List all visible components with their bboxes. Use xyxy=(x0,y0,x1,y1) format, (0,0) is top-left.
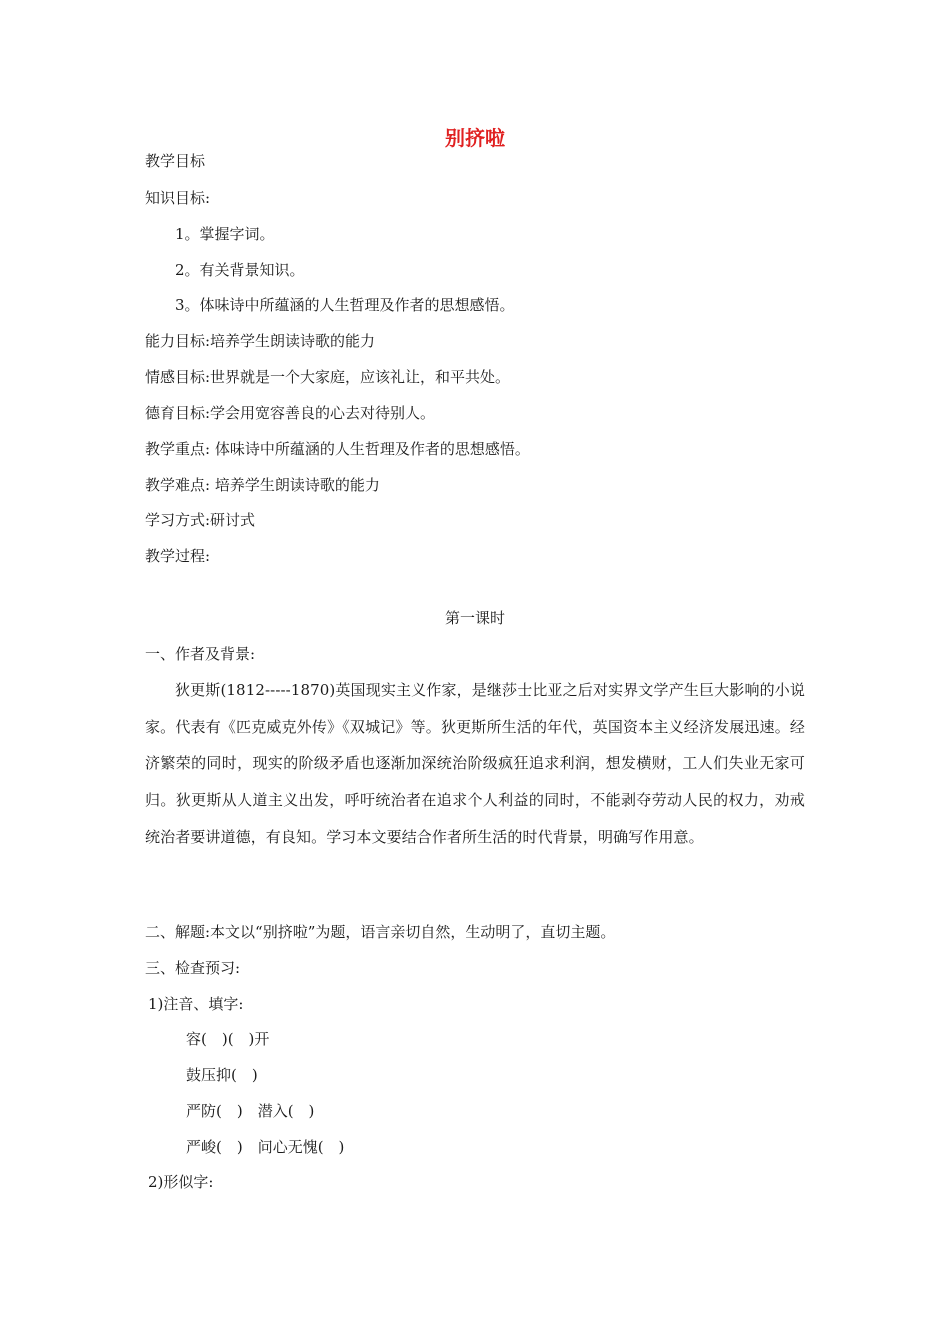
exercise-item-3: 严防( ) 潜入( ) xyxy=(186,1102,315,1120)
learning-method: 学习方式:研讨式 xyxy=(145,511,256,529)
emotion-objective: 情感目标:世界就是一个大家庭，应该礼让，和平共处。 xyxy=(145,368,511,386)
exercise-item-4: 严峻( ) 问心无愧( ) xyxy=(186,1138,345,1156)
teaching-process: 教学过程: xyxy=(145,547,211,565)
knowledge-item-2: 2。有关背景知识。 xyxy=(175,261,305,279)
difficulty: 教学难点: 培养学生朗读诗歌的能力 xyxy=(145,476,380,494)
section1-heading: 一、作者及背景: xyxy=(145,645,256,663)
exercise-item-2: 鼓压抑( ) xyxy=(186,1066,258,1084)
section3-heading: 三、检查预习: xyxy=(145,959,241,977)
sub2-heading: 2)形似字: xyxy=(148,1173,214,1191)
key-point: 教学重点: 体味诗中所蕴涵的人生哲理及作者的思想感悟。 xyxy=(145,440,530,458)
section1-paragraph: 狄更斯(1812-----1870)英国现实主义作家，是继莎士比亚之后对实界文学产生巨大影响的小说家。代表有《匹克威克外传》《双城记》等。狄更斯所生活的年代，英国资本主义经济发展迅速。经济繁荣的同时，现实的阶级矛盾也逐渐加深统治阶级疯狂追求利润，想发横财，工人们失业无家可归。狄更斯从人道主义出发，呼吁统治者在追求个人利益的同时，不能剥夺劳动人民的权力，劝戒统治者要讲道德，有良知。学习本文要结合作者所生活的时代背景，明确写作用意。 xyxy=(145,681,805,846)
lesson-heading: 第一课时 xyxy=(444,609,505,627)
knowledge-item-1: 1。掌握字词。 xyxy=(175,225,275,243)
section2-text: 二、解题:本文以“别挤啦”为题，语言亲切自然，生动明了，直切主题。 xyxy=(145,923,616,941)
moral-objective: 德育目标:学会用宽容善良的心去对待别人。 xyxy=(145,404,436,422)
page-title: 别挤啦 xyxy=(445,126,505,150)
objectives-heading: 教学目标 xyxy=(145,152,206,170)
knowledge-item-3: 3。体味诗中所蕴涵的人生哲理及作者的思想感悟。 xyxy=(175,296,515,314)
knowledge-heading: 知识目标: xyxy=(145,189,211,207)
exercise-item-1: 容( )( )开 xyxy=(186,1030,270,1048)
ability-objective: 能力目标:培养学生朗读诗歌的能力 xyxy=(145,332,376,350)
sub1-heading: 1)注音、填字: xyxy=(148,995,244,1013)
